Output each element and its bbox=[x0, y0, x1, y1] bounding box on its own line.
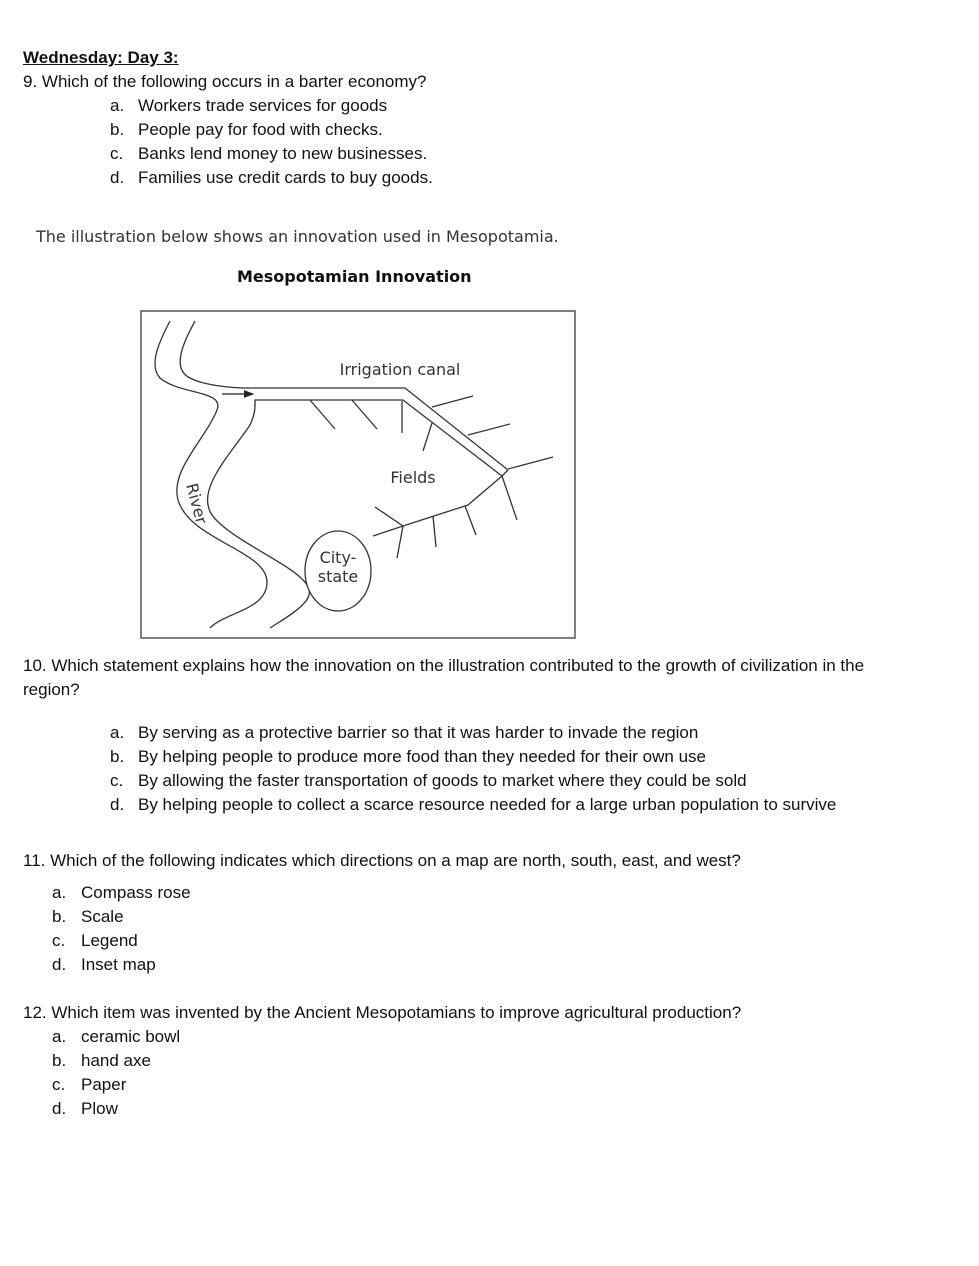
option-text: Paper bbox=[81, 1075, 127, 1094]
option-letter: a. bbox=[110, 96, 125, 115]
illustration-intro: The illustration below shows an innovation used in Mesopotamia. bbox=[36, 227, 559, 246]
label-fields: Fields bbox=[390, 468, 436, 487]
option-text: Scale bbox=[81, 907, 124, 926]
river-right-bank bbox=[180, 321, 508, 470]
option-letter: c. bbox=[110, 771, 124, 790]
option-text: Plow bbox=[81, 1099, 118, 1118]
option-text: By helping people to collect a scarce resource needed for a large urban population to survive bbox=[138, 795, 837, 814]
option-letter: c. bbox=[52, 931, 66, 950]
question-10-line2: region? bbox=[23, 680, 80, 699]
option-text: People pay for food with checks. bbox=[138, 120, 383, 139]
option-text: Compass rose bbox=[81, 883, 191, 902]
option-letter: b. bbox=[110, 747, 125, 766]
option-letter: b. bbox=[110, 120, 125, 139]
option-letter: d. bbox=[110, 795, 125, 814]
question-11: 11. Which of the following indicates which directions on a map are north, south, east, and west? bbox=[23, 851, 741, 870]
option-letter: d. bbox=[110, 168, 125, 187]
option-letter: d. bbox=[52, 955, 67, 974]
option-letter: b. bbox=[52, 907, 67, 926]
question-10-line1: 10. Which statement explains how the innovation on the illustration contributed to the growth of civilization in the bbox=[23, 656, 865, 675]
option-text: Inset map bbox=[81, 955, 156, 974]
option-text: Legend bbox=[81, 931, 138, 950]
option-text: Banks lend money to new businesses. bbox=[138, 144, 428, 163]
day-heading: Wednesday: Day 3: bbox=[23, 48, 179, 67]
option-letter: a. bbox=[52, 1027, 67, 1046]
label-state: state bbox=[317, 567, 359, 586]
option-text: By serving as a protective barrier so that it was harder to invade the region bbox=[138, 723, 699, 742]
option-letter: d. bbox=[52, 1099, 67, 1118]
option-letter: a. bbox=[110, 723, 125, 742]
option-letter: c. bbox=[52, 1075, 66, 1094]
river-left-bank bbox=[155, 321, 267, 628]
illustration-title: Mesopotamian Innovation bbox=[237, 267, 472, 286]
canal-end bbox=[502, 470, 508, 476]
question-12: 12. Which item was invented by the Ancient Mesopotamians to improve agricultural production? bbox=[23, 1003, 742, 1022]
label-city: City- bbox=[319, 548, 357, 567]
option-text: By allowing the faster transportation of goods to market where they could be sold bbox=[138, 771, 747, 790]
question-9: 9. Which of the following occurs in a barter economy? bbox=[23, 72, 427, 91]
option-text: ceramic bowl bbox=[81, 1027, 181, 1046]
option-letter: b. bbox=[52, 1051, 67, 1070]
option-letter: c. bbox=[110, 144, 124, 163]
option-text: hand axe bbox=[81, 1051, 151, 1070]
option-letter: a. bbox=[52, 883, 67, 902]
option-text: Families use credit cards to buy goods. bbox=[138, 168, 433, 187]
label-river: River bbox=[182, 481, 212, 527]
label-canal: Irrigation canal bbox=[339, 360, 461, 379]
option-text: By helping people to produce more food than they needed for their own use bbox=[138, 747, 706, 766]
option-text: Workers trade services for goods bbox=[138, 96, 388, 115]
